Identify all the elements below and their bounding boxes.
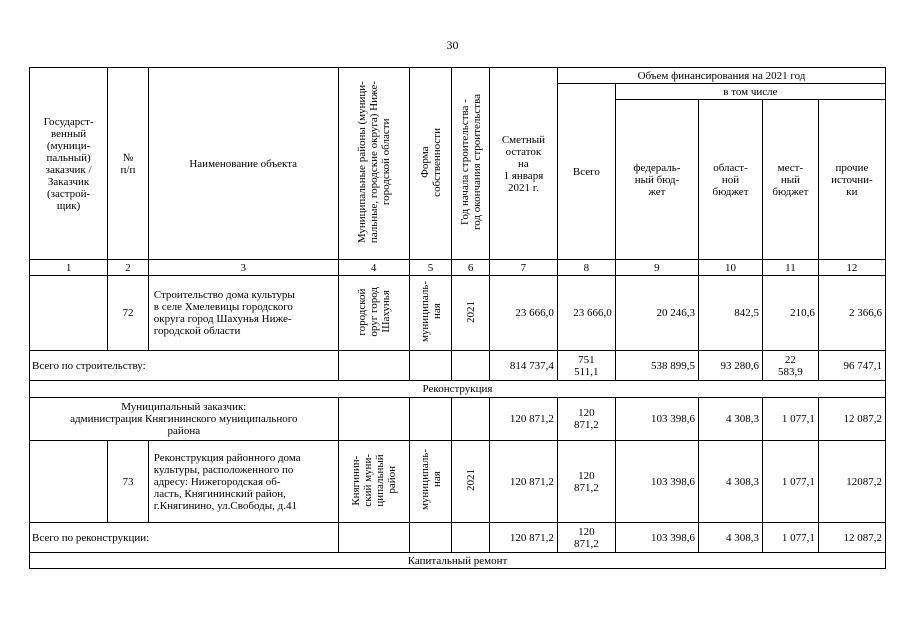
reconstruction-total-label: Всего по реконструкции:	[30, 523, 339, 553]
column-number: 2	[108, 260, 149, 276]
reconstruction-total-federal: 103 398,6	[615, 523, 698, 553]
row-local: 1 077,1	[762, 441, 818, 523]
customer-federal: 103 398,6	[615, 398, 698, 441]
empty-cell	[452, 523, 490, 553]
customer-other: 12 087,2	[818, 398, 885, 441]
construction-total-other: 96 747,1	[818, 351, 885, 381]
row-estimate: 23 666,0	[489, 276, 557, 351]
column-number: 11	[762, 260, 818, 276]
row-regional: 842,5	[699, 276, 763, 351]
row-customer	[30, 441, 108, 523]
column-number: 9	[615, 260, 698, 276]
row-local: 210,6	[762, 276, 818, 351]
row-estimate: 120 871,2	[489, 441, 557, 523]
financing-table	[29, 67, 886, 569]
header-federal: федераль- ный бюд- жет	[615, 100, 698, 260]
empty-cell	[409, 351, 452, 381]
row-number: 73	[108, 441, 149, 523]
header-districts: Муниципальные районы (муници- пальные, городские округа) Ниже- городской области	[338, 68, 409, 260]
header-including: в том числе	[615, 84, 885, 100]
reconstruction-total-regional: 4 308,3	[699, 523, 763, 553]
column-number: 7	[489, 260, 557, 276]
empty-cell	[452, 351, 490, 381]
construction-total-total: 751 511,1	[557, 351, 615, 381]
subtotal-row	[30, 523, 886, 553]
reconstruction-total-estimate: 120 871,2	[489, 523, 557, 553]
municipal-customer-label: Муниципальный заказчик: администрация Княгининского муниципального района	[30, 398, 339, 441]
row-federal: 103 398,6	[615, 441, 698, 523]
row-years: 2021	[452, 276, 490, 351]
row-other: 12087,2	[818, 441, 885, 523]
section-row	[30, 381, 886, 398]
header-total: Всего	[557, 84, 615, 260]
header-financing-volume: Объем финансирования на 2021 год	[557, 68, 885, 84]
row-federal: 20 246,3	[615, 276, 698, 351]
customer-local: 1 077,1	[762, 398, 818, 441]
construction-total-label: Всего по строительству:	[30, 351, 339, 381]
row-total: 120 871,2	[557, 441, 615, 523]
empty-cell	[338, 351, 409, 381]
page-number: 30	[446, 38, 459, 52]
row-total: 23 666,0	[557, 276, 615, 351]
row-district: городской оруг город Шахунья	[338, 276, 409, 351]
construction-total-regional: 93 280,6	[699, 351, 763, 381]
column-number: 12	[818, 260, 885, 276]
row-other: 2 366,6	[818, 276, 885, 351]
empty-cell	[338, 523, 409, 553]
section-title-reconstruction: Реконструкция	[30, 381, 886, 398]
customer-estimate: 120 871,2	[489, 398, 557, 441]
column-number: 4	[338, 260, 409, 276]
row-years: 2021	[452, 441, 490, 523]
row-district: Княгинин- ский муни- ципальный район	[338, 441, 409, 523]
header-local: мест- ный бюджет	[762, 100, 818, 260]
header-years: Год начала строительства - год окончания строительства	[452, 68, 490, 260]
column-number: 5	[409, 260, 452, 276]
section-title-capital-repair: Капитальный ремонт	[30, 553, 886, 569]
header-ownership: Форма собственности	[409, 68, 452, 260]
header-estimate: Сметный остаток на 1 января 2021 г.	[489, 68, 557, 260]
row-ownership: муниципаль- ная	[409, 276, 452, 351]
section-row	[30, 553, 886, 569]
empty-cell	[409, 523, 452, 553]
customer-row	[30, 398, 886, 441]
row-regional: 4 308,3	[699, 441, 763, 523]
row-object-name: Строительство дома культуры в селе Хмелевицы городского округа город Шахунья Ниже- городской области	[148, 276, 338, 351]
header-object-name: Наименование объекта	[148, 68, 338, 260]
empty-cell	[409, 398, 452, 441]
reconstruction-total-local: 1 077,1	[762, 523, 818, 553]
header-regional: област- ной бюджет	[699, 100, 763, 260]
reconstruction-total-other: 12 087,2	[818, 523, 885, 553]
column-number: 1	[30, 260, 108, 276]
row-ownership: муниципаль- ная	[409, 441, 452, 523]
subtotal-row	[30, 351, 886, 381]
row-object-name: Реконструкция районного дома культуры, расположенного по адресу: Нижегородская об- ласть, Княгининский район, г.Княгинино, ул.Свободы, д.41	[148, 441, 338, 523]
header-other: прочие источни- ки	[818, 100, 885, 260]
row-number: 72	[108, 276, 149, 351]
column-number: 6	[452, 260, 490, 276]
construction-total-estimate: 814 737,4	[489, 351, 557, 381]
column-number: 10	[699, 260, 763, 276]
table-row	[30, 441, 886, 523]
header-customer: Государст- венный (муници- пальный) заказчик / Заказчик (застрой- щик)	[30, 68, 108, 260]
header-number: № п/п	[108, 68, 149, 260]
customer-total: 120 871,2	[557, 398, 615, 441]
row-customer	[30, 276, 108, 351]
reconstruction-total-total: 120 871,2	[557, 523, 615, 553]
construction-total-federal: 538 899,5	[615, 351, 698, 381]
customer-regional: 4 308,3	[699, 398, 763, 441]
column-number: 8	[557, 260, 615, 276]
empty-cell	[452, 398, 490, 441]
empty-cell	[338, 398, 409, 441]
column-number: 3	[148, 260, 338, 276]
construction-total-local: 22 583,9	[762, 351, 818, 381]
table-row	[30, 276, 886, 351]
